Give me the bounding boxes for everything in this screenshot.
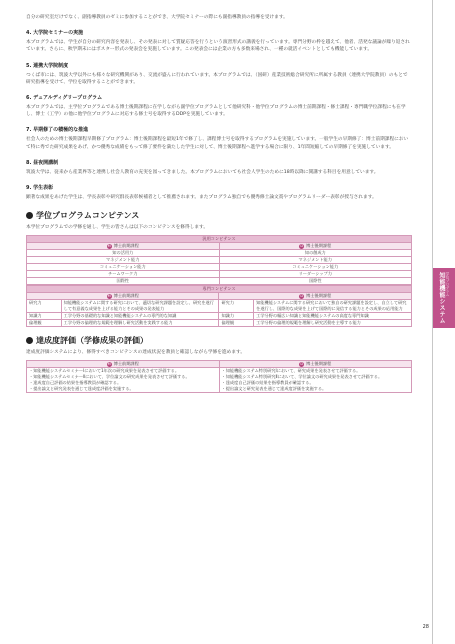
intro-line: 自分の研究室だけでなく、副指導教員のゼミに参加することができ、大学院セミナーの際にも副指導教員の指導を受けます。	[26, 15, 288, 20]
section-body: 本プログラムでは、主学位プログラムである博士後期課程に在学しながら副学位プログラムとして他研究科・他学位プログラムの博士前期課程・修士課程・専門職学位課程にも在学し、博士（工学）の他に他学位プログラムに対応する修士号を取得するDDPを実施しています。	[26, 105, 406, 118]
evaluation-doctor-cell: ・知能機能システム特別研究Ⅰにおいて、研究成果を発表させて評価する。 ・知能機能システム特別研究Ⅱにおいて、学位論文の研究成果を発表させて評価する。 ・達成度自己評価の結果を指導教員が確認する。 ・提出論文と研究発表を通じて達成度評価を実施する。	[219, 368, 412, 393]
section-body: 顕著な成果をあげた学生は、学長表彰や研究群長表彰候補者として推薦されます。またプログラム独自でも優秀修士論文賞やプログラムリーダー表彰が授与されます。	[26, 195, 377, 201]
col-header-master: M 博士前期課程	[27, 361, 220, 368]
master-badge-icon: M	[107, 293, 111, 298]
generic-title: 汎用コンピテンス	[27, 236, 412, 243]
section-title: 8. 昼夜開講制	[26, 159, 59, 166]
evaluation-title: 達成度評価（学修成果の評価）	[36, 336, 148, 346]
section-title: 4. 大学院セミナーの実施	[26, 30, 84, 37]
doctor-badge-icon: D	[300, 361, 304, 366]
section-body: 筑波大学は、従来から産業界等と連携し社会人教育の充実を図ってきました。本プログラムにおいても社会人学生のために18時以降に開講する科目を用意しています。	[26, 169, 379, 175]
section-7	[26, 127, 412, 150]
page-number: 28	[422, 624, 429, 630]
competency-lead: 本学位プログラムでの学修を通し、学生の皆さんは以下のコンピテンスを修得します。	[26, 225, 209, 231]
section-title: 5. 連携大学院制度	[26, 62, 69, 69]
evaluation-lead: 達成度評価システムにより、修得すべきコンピテンスの達成状況を教員と確認しながら学修を進めます。	[26, 350, 246, 356]
section-title: 6. デュアルディグリープログラム	[26, 95, 103, 102]
col-header-doctor: D 博士後期課程	[219, 293, 412, 300]
section-9	[26, 185, 412, 201]
section-6	[26, 95, 412, 118]
table-row: 研究力 知能機能システムに関する研究において、適切な研究課題を設定し、研究を遂行して有意義な成果を上げる能力とその成果の発表能力 研究力 知能機能システムに関する研究において独自の研究課題を設定し、自立して研究を遂行し、国際的な成果を上げて国際的に発信する能力とその成果の応用能力	[27, 300, 412, 313]
table-row: 国際性 国際性	[27, 278, 412, 285]
table-row: 知識力 工学分野の基礎的な知識と知能機能システムの専門的な知識 知識力 工学分野の幅広い知識と知能機能システムの高度な専門知識	[27, 313, 412, 320]
table-row: マネジメント能力 マネジメント能力	[27, 257, 412, 264]
page-body	[26, 14, 412, 393]
section-4	[26, 30, 412, 53]
table-row: 知の活用力 知の創成力	[27, 250, 412, 257]
table-row: コミュニケーション能力 コミュニケーション能力	[27, 264, 412, 271]
side-tab-title: 知能機能システム	[438, 272, 445, 324]
bullet-icon	[26, 212, 33, 219]
section-8	[26, 160, 412, 176]
col-header-doctor: D 博士後期課程	[219, 361, 412, 368]
section-body: 社会人のための博士後期課程早期修了プログラム：博士後期課程を最短1年で修了し、課程博士号を取得するプログラムを実施しています。一般学生の早期修了：博士前期課程において特に秀でた研究成果をあげ、かつ優秀な成績をもって修了要件を満たした学生に対して、博士後期課程へ進学する場合に限り、1年間短縮しての早期修了を実施しています。	[26, 137, 409, 150]
doctor-badge-icon: D	[300, 243, 304, 248]
special-title: 専門コンピテンス	[27, 286, 412, 293]
master-badge-icon: M	[107, 243, 111, 248]
side-tab-subtitle: 学位プログラム	[446, 272, 450, 297]
col-header-master: M 博士前期課程	[27, 293, 219, 300]
table-row: 倫理観 工学分野の倫理的な規範を理解し研究活動を実践する能力 倫理観 工学分野の倫理的規範を理解し研究活動を主導する能力	[27, 320, 412, 327]
section-5	[26, 63, 412, 86]
competency-heading	[26, 210, 412, 221]
evaluation-table	[26, 360, 412, 393]
section-body: つくば市には、筑波大学以外にも様々な研究機関があり、交流が盛んに行われています。本プログラムでは、（国研）産業技術総合研究所に所属する教員（連携大学院教員）のもとで研究指導を受けて、学位を取得することができます。	[26, 72, 408, 85]
bullet-icon	[26, 337, 33, 344]
special-competence-table	[26, 285, 412, 327]
generic-competence-table	[26, 235, 412, 285]
section-title: 7. 早期修了の積極的な推進	[26, 127, 89, 134]
doctor-badge-icon: D	[300, 293, 304, 298]
table-row: チームワーク力 リーダーシップ力	[27, 271, 412, 278]
side-tab[interactable]	[433, 268, 455, 328]
section-title: 9. 学生表彰	[26, 185, 54, 192]
master-badge-icon: M	[107, 361, 111, 366]
evaluation-heading	[26, 335, 412, 346]
competency-title: 学位プログラムコンピテンス	[36, 211, 140, 221]
evaluation-master-cell: ・知能機能システムセミナーⅠにおいて1年次の研究成果を発表させて評価する。 ・知能機能システムセミナーⅡにおいて、学位論文の研究成果を発表させて評価する。 ・達成度自己評価の結果を指導教員が確認する。 ・提出論文と研究発表を通じて達成度評価を実施する。	[27, 368, 220, 393]
col-header-master: M 博士前期課程	[27, 243, 220, 250]
section-body: 本プログラムでは、学生が自分の研究内容を発表し、その発表に対して質疑応答を行うという演習形式の講義を行っています。専門分野の枠を越えて、他者、活発な議論が繰り返されています。さらに、秋学期末にはポスター形式の発表会を実施しています。この発表会には企業の方も多数来場され、一種の就活イベントとしても機能しています。	[26, 40, 410, 53]
col-header-doctor: D 博士後期課程	[219, 243, 412, 250]
